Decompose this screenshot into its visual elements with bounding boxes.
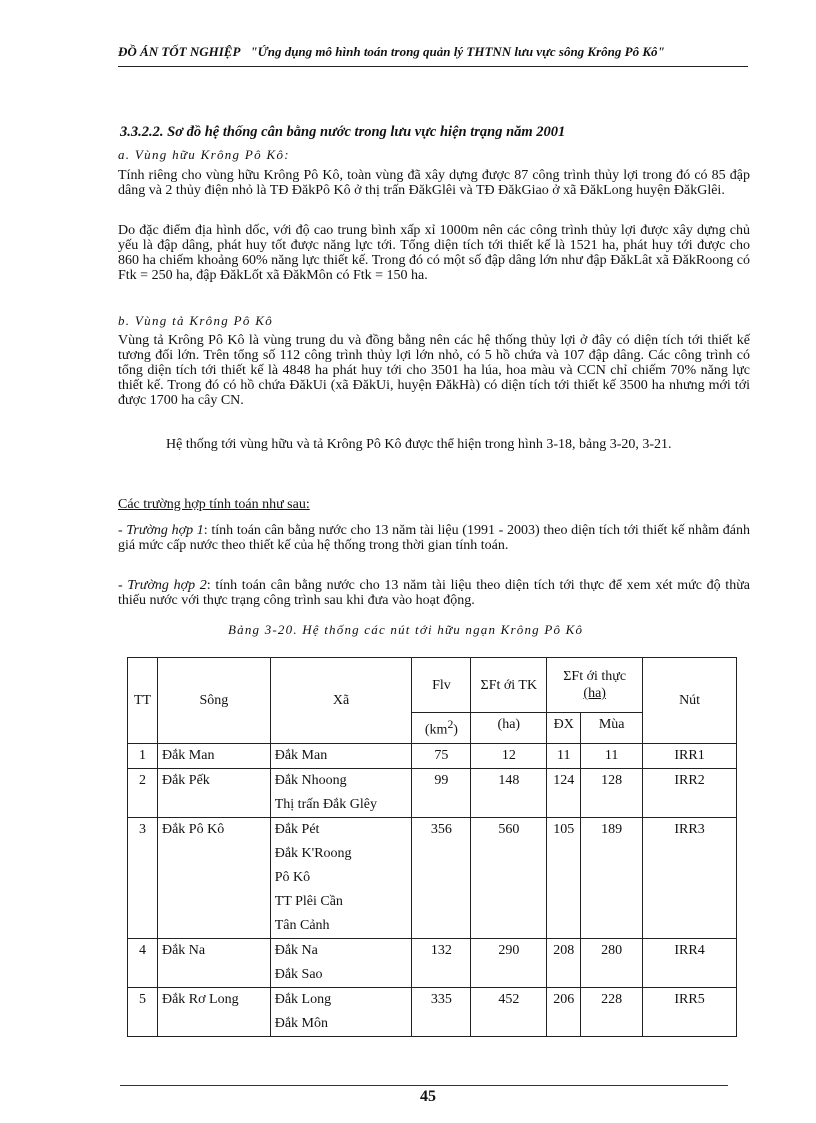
header-ftk: ΣFt ới TK — [471, 658, 547, 713]
header-title: "Ứng dụng mô hình toán trong quản lý THTNN lưu vực sông Krông Pô Kô" — [250, 44, 665, 59]
page-number: 45 — [420, 1088, 436, 1105]
page-header — [118, 44, 748, 60]
cell-song: Đắk Rơ Long — [157, 987, 270, 1036]
nodes-table — [127, 657, 737, 1037]
header-flv: Flv — [412, 658, 471, 713]
cell-mua: 11 — [581, 743, 643, 768]
cell-dx: 105 — [547, 817, 581, 938]
cell-ftk: 452 — [471, 987, 547, 1036]
cell-ftk: 148 — [471, 768, 547, 817]
cell-ftk: 12 — [471, 743, 547, 768]
header-left: ĐỒ ÁN TỐT NGHIỆP — [118, 44, 241, 59]
header-song: Sông — [157, 658, 270, 744]
cell-nut: IRR3 — [643, 817, 737, 938]
cases-title: Các trường hợp tính toán như sau: — [118, 497, 310, 512]
header-xa: Xã — [270, 658, 412, 744]
subheading-b: b. Vùng tả Krông Pô Kô — [118, 313, 273, 328]
cell-xa: Đắk Na Đắk Sao — [270, 938, 412, 987]
cell-dx: 124 — [547, 768, 581, 817]
paragraph-2: Do đặc điểm địa hình dốc, với độ cao trung bình xấp xỉ 1000m nên các công trình thủy lợi được xây dựng chủ yếu là đập dâng, phát huy tốt được năng lực tới. Tổng diện tích tới thiết kế là 1521 ha, phát huy tới được cho 860 ha chiếm khoảng 60% năng lực thiết kế. Trong đó có một số đập dâng lớn như đập ĐăkLât xã ĐăkRoong có Ftk = 250 ha, đập ĐăkLốt xã ĐăkMôn có Ftk = 150 ha. — [118, 223, 750, 283]
cell-xa: Đắk Long Đắk Môn — [270, 987, 412, 1036]
cell-flv: 99 — [412, 768, 471, 817]
paragraph-1: Tính riêng cho vùng hữu Krông Pô Kô, toàn vùng đã xây dựng được 87 công trình thủy lợi trong đó có 85 đập dâng và 2 thủy điện nhỏ là TĐ ĐăkPô Kô ở thị trấn ĐăkGlêi và TĐ ĐăkGiao ở xã ĐăkLong huyện ĐăkGlêi. — [118, 168, 750, 198]
cell-ftk: 290 — [471, 938, 547, 987]
paragraph-3: Vùng tả Krông Pô Kô là vùng trung du và đồng bằng nên các hệ thống thủy lợi ở đây có diện tích tới thiết kế tương đối lớn. Trên tổng số 112 công trình thủy lợi lớn nhỏ, có 5 hồ chứa và 107 đập dâng. Các công trình có tổng diện tích tới thiết kế là 4848 ha phát huy tới cho 3501 ha lúa, hoa màu và CCN chỉ chiếm 70% năng lực thiết kế. Trong đó có hồ chứa ĐăkUi (xã ĐăkUi, huyện ĐăkHà) có diện tích tới thiết kế 3500 ha nhưng mới tới được 1700 ha cây CN. — [118, 333, 750, 408]
table-row — [128, 987, 737, 1036]
cell-mua: 189 — [581, 817, 643, 938]
cell-dx: 206 — [547, 987, 581, 1036]
cell-dx: 208 — [547, 938, 581, 987]
cell-song: Đắk Pô Kô — [157, 817, 270, 938]
cell-dx: 11 — [547, 743, 581, 768]
table-row — [128, 768, 737, 817]
cell-xa: Đắk Man — [270, 743, 412, 768]
table-caption: Bảng 3-20. Hệ thống các nút tới hữu ngạn Krông Pô Kô — [228, 622, 584, 637]
cell-nut: IRR2 — [643, 768, 737, 817]
case-1 — [118, 523, 750, 553]
section-heading: 3.3.2.2. Sơ đồ hệ thống cân bằng nước trong lưu vực hiện trạng năm 2001 — [120, 124, 566, 140]
case-1-text: : tính toán cân bằng nước cho 13 năm tài liệu (1991 - 2003) theo diện tích tới thiết kế nhằm đánh giá mức cấp nước theo thiết kế của hệ thống trong thời gian tính toán. — [118, 523, 750, 553]
cell-mua: 228 — [581, 987, 643, 1036]
header-fthuc-label: ΣFt ới thực — [563, 669, 627, 684]
header-ftk-unit: (ha) — [471, 713, 547, 744]
header-fthuc — [547, 658, 643, 713]
cell-song: Đắk Man — [157, 743, 270, 768]
cell-flv: 132 — [412, 938, 471, 987]
subheading-a: a. Vùng hữu Krông Pô Kô: — [118, 147, 290, 162]
header-mua: Mùa — [581, 713, 643, 744]
case-2-text: : tính toán cân bằng nước cho 13 năm tài liệu theo diện tích tới thực để xem xét mức độ thừa thiếu nước với thực trạng công trình sau khi đưa vào hoạt động. — [118, 578, 750, 608]
footer-rule — [120, 1085, 728, 1086]
table-header-row — [128, 658, 737, 713]
case-2-label: - Trường hợp 2 — [118, 578, 207, 593]
cell-tt: 1 — [128, 743, 158, 768]
header-tt: TT — [128, 658, 158, 744]
cell-tt: 5 — [128, 987, 158, 1036]
cell-nut: IRR5 — [643, 987, 737, 1036]
header-fthuc-unit: (ha) — [583, 686, 606, 701]
cell-mua: 280 — [581, 938, 643, 987]
cell-tt: 4 — [128, 938, 158, 987]
cell-tt: 2 — [128, 768, 158, 817]
cell-song: Đắk Pếk — [157, 768, 270, 817]
header-dx: ĐX — [547, 713, 581, 744]
table-row — [128, 938, 737, 987]
cell-xa: Đắk Pét Đắk K'Roong Pô Kô TT Plêi Cần Tân Cảnh — [270, 817, 412, 938]
cell-flv: 356 — [412, 817, 471, 938]
cell-xa: Đắk Nhoong Thị trấn Đắk Glêy — [270, 768, 412, 817]
cell-ftk: 560 — [471, 817, 547, 938]
case-1-label: - Trường hợp 1 — [118, 523, 204, 538]
case-2 — [118, 578, 750, 608]
cell-tt: 3 — [128, 817, 158, 938]
cell-song: Đắk Na — [157, 938, 270, 987]
cell-nut: IRR4 — [643, 938, 737, 987]
table-row — [128, 817, 737, 938]
cell-nut: IRR1 — [643, 743, 737, 768]
header-flv-unit: $(km^2)$ — [412, 713, 471, 744]
table-row — [128, 743, 737, 768]
header-nut: Nút — [643, 658, 737, 744]
paragraph-4: Hệ thống tới vùng hữu và tả Krông Pô Kô được thể hiện trong hình 3-18, bảng 3-20, 3-21. — [166, 437, 672, 452]
cell-flv: 75 — [412, 743, 471, 768]
header-rule — [118, 66, 748, 67]
cell-mua: 128 — [581, 768, 643, 817]
cell-flv: 335 — [412, 987, 471, 1036]
